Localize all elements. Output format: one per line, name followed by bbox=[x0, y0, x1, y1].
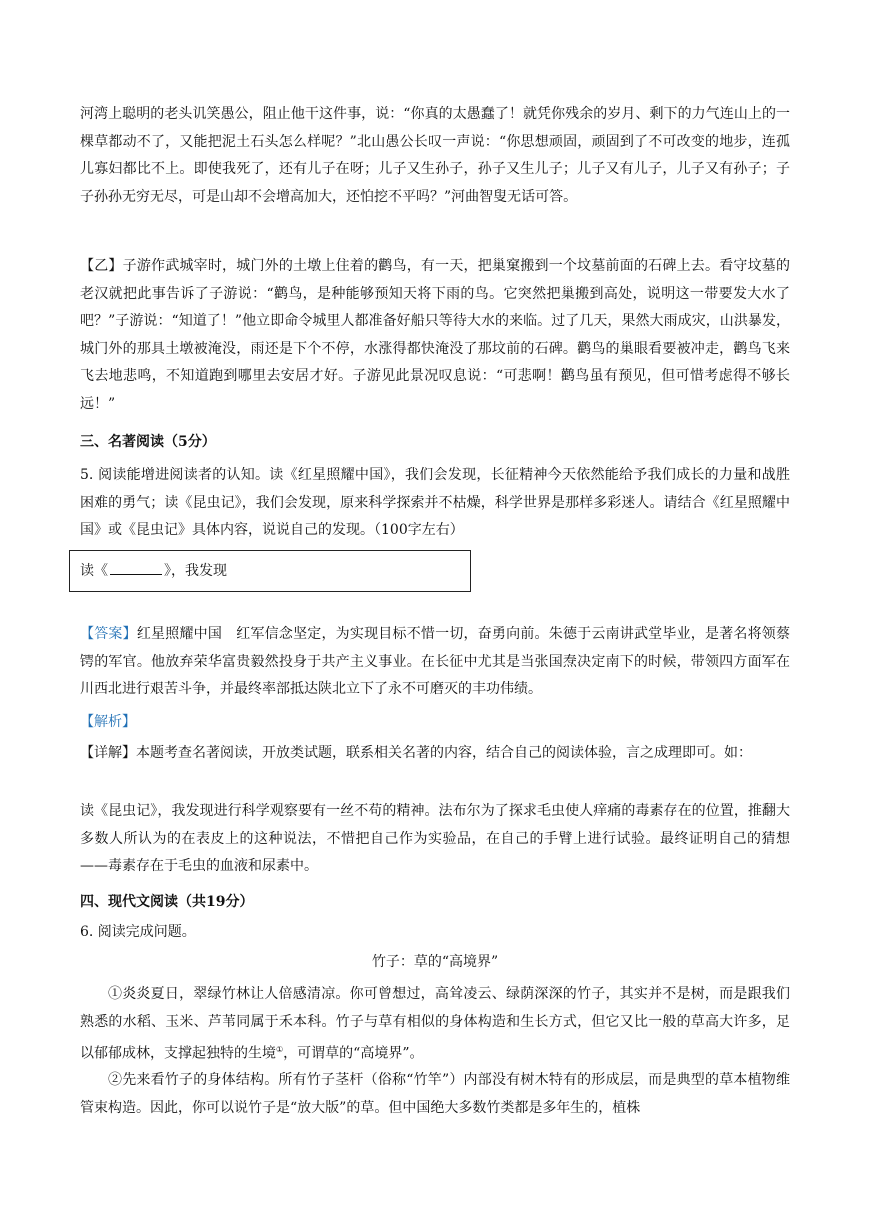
detail-tag: 【详解】 bbox=[80, 745, 136, 761]
article-title: 竹子：草的“高境界” bbox=[371, 954, 499, 970]
p1-text-b: ，可谓草的“高境界”。 bbox=[283, 1045, 424, 1062]
detail-text: 本题考查名著阅读，开放类试题，联系相关名著的内容，结合自己的阅读体验，言之成理即可。如： bbox=[136, 745, 752, 761]
question-5: 5. 阅读能增进阅读者的认知。读《红星照耀中国》，我们会发现，长征精神今天依然能给予我们成长的力量和战胜困难的勇气；读《昆虫记》，我们会发现，原来科学探索并不枯燥，科学世界是那样多彩迷人。请结合《红星照耀中国》或《昆虫记》具体内容，说说自己的发现。（100字左右） bbox=[80, 467, 790, 538]
box-suffix: 》，我发现 bbox=[164, 563, 227, 579]
answer-box-text bbox=[80, 560, 227, 581]
article-paragraph-2: ②先来看竹子的身体结构。所有竹子茎杆（俗称“竹竿”）内部没有树木特有的形成层，而是典型的草本植物维管束构造。因此，你可以说竹子是“放大版”的草。但中国绝大多数竹类都是多年生的，植株 bbox=[80, 1072, 790, 1116]
passage-yi-text: 子游作武城宰时，城门外的土墩上住着的鹳鸟，有一天，把巢窠搬到一个坟墓前面的石碑上去。看守坟墓的老汉就把此事告诉了子游说：“鹳鸟，是种能够预知天将下雨的鸟。它突然把巢搬到高处，说明这一带要发大水了吧？”子游说：“知道了！”他立即命令城里人都准备好船只等待大水的来临。过了几天，果然大雨成灾，山洪暴发，城门外的那具土墩被淹没，雨还是下个不停，水涨得都快淹没了那坟前的石碑。鹳鸟的巢眼看要被冲走，鹳鸟飞来飞去地悲鸣，不知道跑到哪里去安居才好。子游见此景况叹息说：“可悲啊！鹳鸟虽有预见，但可惜考虑得不够长远！” bbox=[80, 258, 791, 412]
detail-paragraph bbox=[80, 740, 790, 768]
section-4-heading: 四、现代文阅读（共19分） bbox=[80, 894, 254, 910]
footnote-marker: ① bbox=[276, 1045, 284, 1054]
passage-yi bbox=[80, 253, 790, 418]
question-6: 6. 阅读完成问题。 bbox=[80, 924, 196, 940]
answer-tag: 【答案】 bbox=[80, 626, 137, 642]
answer-paragraph bbox=[80, 621, 790, 704]
passage-jia-tail: 河湾上聪明的老头讥笑愚公，阻止他干这件事，说：“你真的太愚蠢了！就凭你残余的岁月、剩下的力气连山上的一棵草都动不了，又能把泥土石头怎么样呢？”北山愚公长叹一声说：“你思想顽固，顽固到了不可改变的地步，连孤儿寡妇都比不上。即使我死了，还有儿子在呀；儿子又生孙子，孙子又生儿子；儿子又有儿子，儿子又有孙子；子子孙孙无穷无尽，可是山却不会增高加大，还怕挖不平吗？”河曲智叟无话可答。 bbox=[80, 106, 790, 205]
blank-line[interactable] bbox=[110, 560, 162, 575]
detail-example: 读《昆虫记》，我发现进行科学观察要有一丝不苟的精神。法布尔为了探求毛虫使人痒痛的毒素存在的位置，推翻大多数人所认为的在表皮上的这种说法，不惜把自己作为实验品，在自己的手臂上进行试验。最终证明自己的猜想——毒素存在于毛虫的血液和尿素中。 bbox=[80, 803, 790, 874]
answer-box[interactable] bbox=[69, 550, 471, 592]
box-prefix: 读《 bbox=[80, 563, 108, 579]
section-3-heading: 三、名著阅读（5分） bbox=[80, 434, 216, 450]
article-paragraph-1 bbox=[80, 981, 790, 1068]
analysis-tag: 【解析】 bbox=[80, 714, 136, 730]
passage-yi-tag: 【乙】 bbox=[80, 258, 123, 274]
answer-text: 红星照耀中国 红军信念坚定，为实现目标不惜一切，奋勇向前。朱德于云南讲武堂毕业，是著名将领蔡锷的军官。他放弃荣华富贵毅然投身于共产主义事业。在长征中尤其是当张国焘决定南下的时候，带领四方面军在川西北进行艰苦斗争，并最终率部抵达陕北立下了永不可磨灭的丰功伟绩。 bbox=[80, 626, 791, 697]
p1-text-a: ①炎炎夏日，翠绿竹林让人倍感清凉。你可曾想过，高耸凌云、绿荫深深的竹子，其实并不是树，而是跟我们熟悉的水稻、玉米、芦苇同属于禾本科。竹子与草有相似的身体构造和生长方式，但它又比一般的草高大许多，足以郁郁成林，支撑起独特的生境 bbox=[80, 986, 790, 1062]
